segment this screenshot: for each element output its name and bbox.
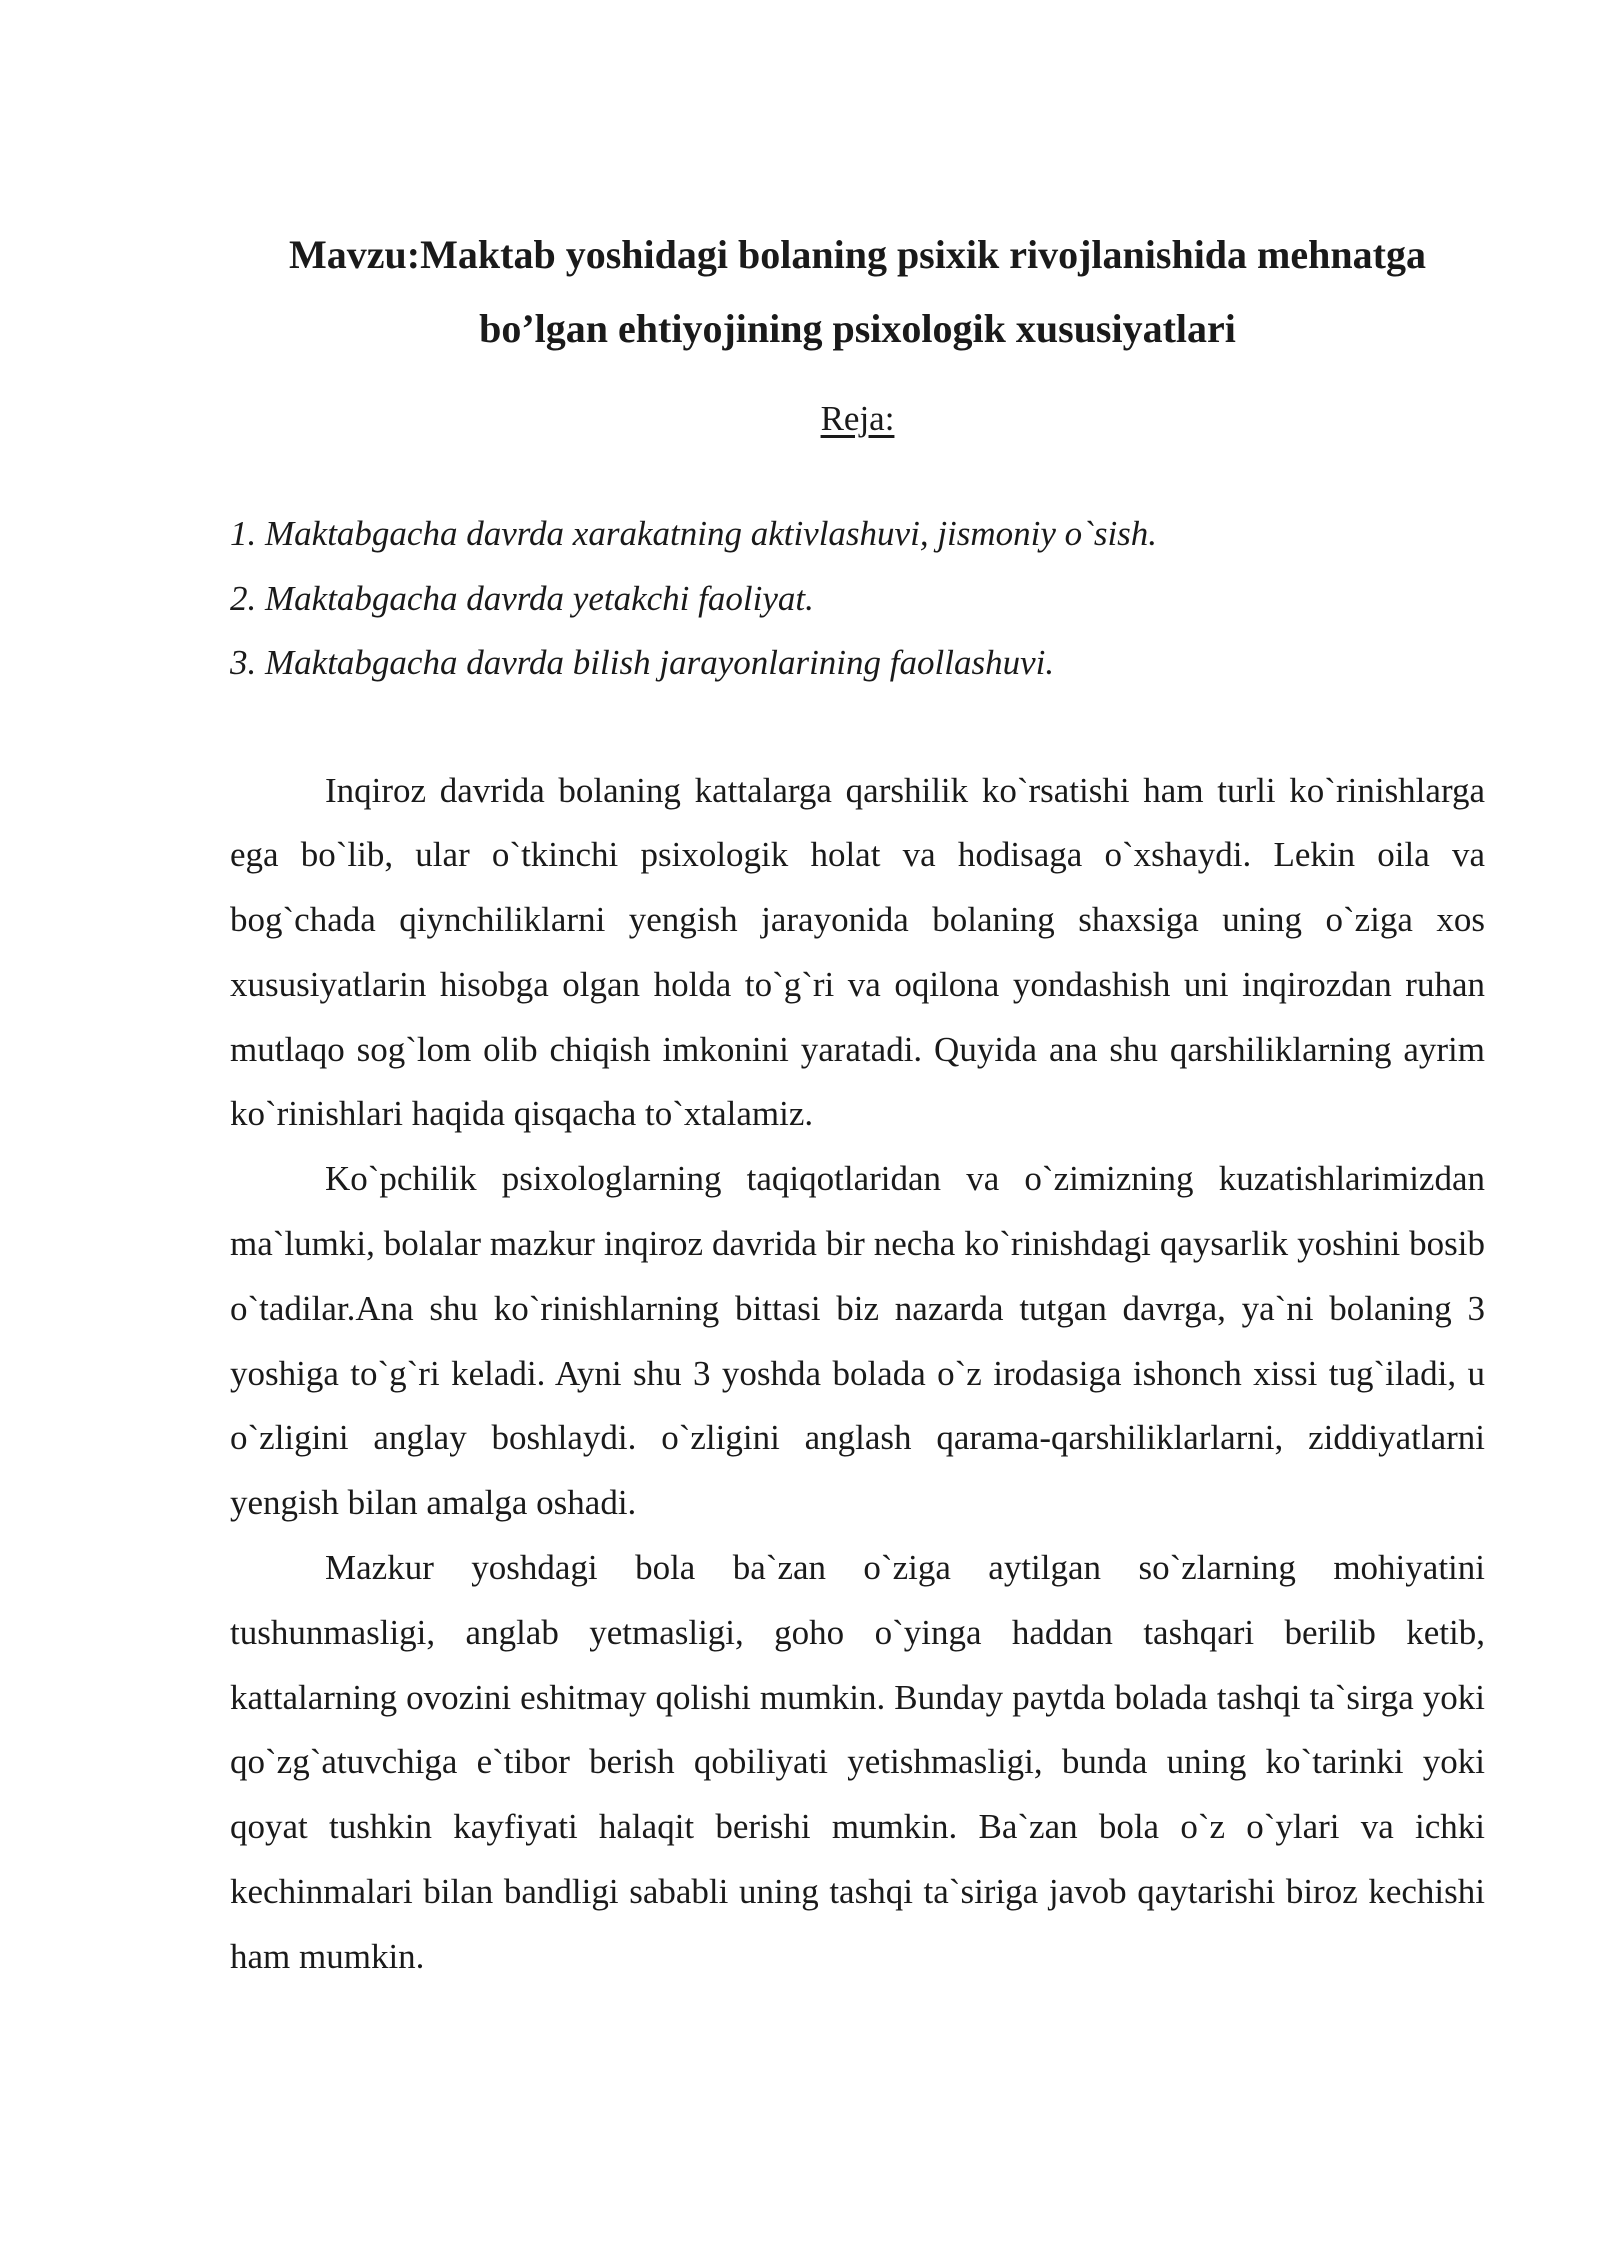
page-content bbox=[230, 218, 1485, 1990]
plan-list bbox=[230, 502, 1485, 696]
plan-item: 2. Maktabgacha davrda yetakchi faoliyat. bbox=[230, 578, 814, 618]
body-paragraph: Mazkur yoshdagi bola ba`zan o`ziga aytilgan so`zlarning mohiyatini tushunmasligi, anglab yetmasligi, goho o`yinga haddan tashqari berilib ketib, kattalarning ovozini eshitmay qolishi mumkin. Bunday paytda bolada tashqi ta`sirga yoki qo`zg`atuvchiga e`tibor berish qobiliyati yetishmasligi, bunda uning ko`tarinki yoki qoyat tushkin kayfiyati halaqit berishi mumkin. Ba`zan bola o`z o`ylari va ichki kechinmalari bilan bandligi sababli uning tashqi ta`siriga javob qaytarishi biroz kechishi ham mumkin. bbox=[230, 1548, 1485, 1976]
plan-item: 3. Maktabgacha davrda bilish jarayonlarining faollashuvi. bbox=[230, 643, 1055, 682]
body-paragraph: Inqiroz davrida bolaning kattalarga qarshilik ko`rsatishi ham turli ko`rinishlarga ega bo`lib, ular o`tkinchi psixologik holat va hodisaga o`xshaydi. Lekin oila va bog`chada qiynchiliklarni yengish jarayonida bolaning shaxsiga uning o`ziga xos xususiyatlarin hisobga olgan holda to`g`ri va oqilona yondashish uni inqirozdan ruhan mutlaqo sog`lom olib chiqish imkonini yaratadi. Quyida ana shu qarshiliklarning ayrim ko`rinishlari haqida qisqacha to`xtalamiz. bbox=[230, 770, 1485, 1134]
document-title: Mavzu:Maktab yoshidagi bolaning psixik rivojlanishida mehnatga bo’lgan ehtiyojining psixologik xususiyatlari bbox=[289, 232, 1426, 351]
body-paragraph: Ko`pchilik psixologlarning taqiqotlaridan va o`zimizning kuzatishlarimizdan ma`lumki, bolalar mazkur inqiroz davrida bir necha ko`rinishdagi qaysarlik yoshini bosib o`tadilar.Ana shu ko`rinishlarning bittasi biz nazarda tutgan davrga, ya`ni bolaning 3 yoshiga to`g`ri keladi. Ayni shu 3 yoshda bolada o`z irodasiga ishonch xissi tug`iladi, u o`zligini anglay boshlaydi. o`zligini anglash qarama-qarshiliklarlarni, ziddiyatlarni yengish bilan amalga oshadi. bbox=[230, 1159, 1485, 1523]
plan-item: 1. Maktabgacha davrda xarakatning aktivlashuvi, jismoniy o`sish. bbox=[230, 514, 1158, 553]
plan-heading-container bbox=[230, 394, 1485, 444]
plan-heading: Reja: bbox=[820, 399, 895, 438]
body-text bbox=[230, 759, 1485, 1990]
